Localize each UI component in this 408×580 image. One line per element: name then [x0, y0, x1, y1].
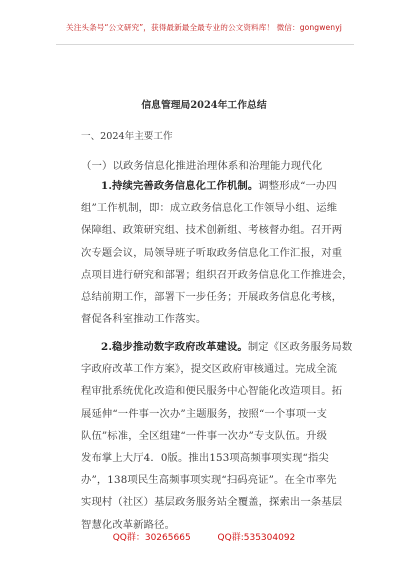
paragraph-line: 实现村（社区）基层政务服务站全覆盖，探索出一条基层 [81, 496, 343, 509]
paragraph-line: 展延伸“一件事一次办”主题服务，按照“一个事项一支 [81, 407, 328, 420]
top-banner: 关注头条号“公文研究”，获得最新最全最专业的公文资料库！ 微信：gongwenyj [66, 23, 342, 32]
paragraph-line: 队伍”标准，全区组建“一件事一次办”专支队伍。升级 [81, 429, 328, 442]
paragraph-line: 程审批系统优化改造和便民服务中心智能化改造项目。拓 [81, 385, 343, 398]
paragraph-lead: 1.持续完善政务信息化工作机制。 [101, 180, 259, 192]
paragraph-line: 发布掌上大厅4．0版。推出153项高频事项实现“指尖 [81, 451, 329, 464]
paragraph-2 [81, 321, 353, 536]
paragraph-lead: 2.稳步推动数字政府改革建设。 [101, 341, 248, 353]
paragraph-line: 总结前期工作，部署下一步任务；开展政务信息化考核， [81, 290, 343, 303]
section-heading: 一、2024年主要工作 [81, 131, 173, 142]
paragraph-1 [81, 161, 353, 330]
qq-group-2: QQ群:535304092 [217, 533, 296, 543]
paragraph-line: 保障组、政策研究组、技术创新组、考核督办组。召开两 [81, 224, 343, 237]
banner-divider [56, 44, 354, 45]
paragraph-line: 智慧化改革新路径。 [81, 518, 176, 531]
footer-contact [0, 530, 408, 543]
paragraph-line [81, 175, 343, 197]
paragraph-line: 字政府改革工作方案》，提交区政府审核通过。完成全流 [81, 363, 338, 376]
paragraph-line: 办”，138项民生高频事项实现“扫码亮证”。在全市率先 [81, 474, 337, 487]
qq-group-1: QQ群：30265665 [112, 533, 191, 543]
paragraph-line: 督促各科室推动工作落实。 [81, 313, 207, 326]
paragraph-text: 制定《区政务服务局数 [247, 341, 353, 353]
document-title: 信息管理局2024年工作总结 [141, 100, 267, 111]
subsection-heading: （一）以政务信息化推进治理体系和治理能力现代化 [81, 160, 323, 172]
paragraph-line: 组”工作机制，即：成立政务信息化工作领导小组、运维 [81, 202, 338, 215]
paragraph-line: 次专题会议，局领导班子听取政务信息化工作汇报，对重 [81, 246, 343, 259]
paragraph-line [81, 336, 353, 358]
paragraph-line: 点项目进行研究和部署；组织召开政务信息化工作推进会， [81, 268, 353, 281]
paragraph-text: 调整形成“一办四 [258, 180, 337, 192]
